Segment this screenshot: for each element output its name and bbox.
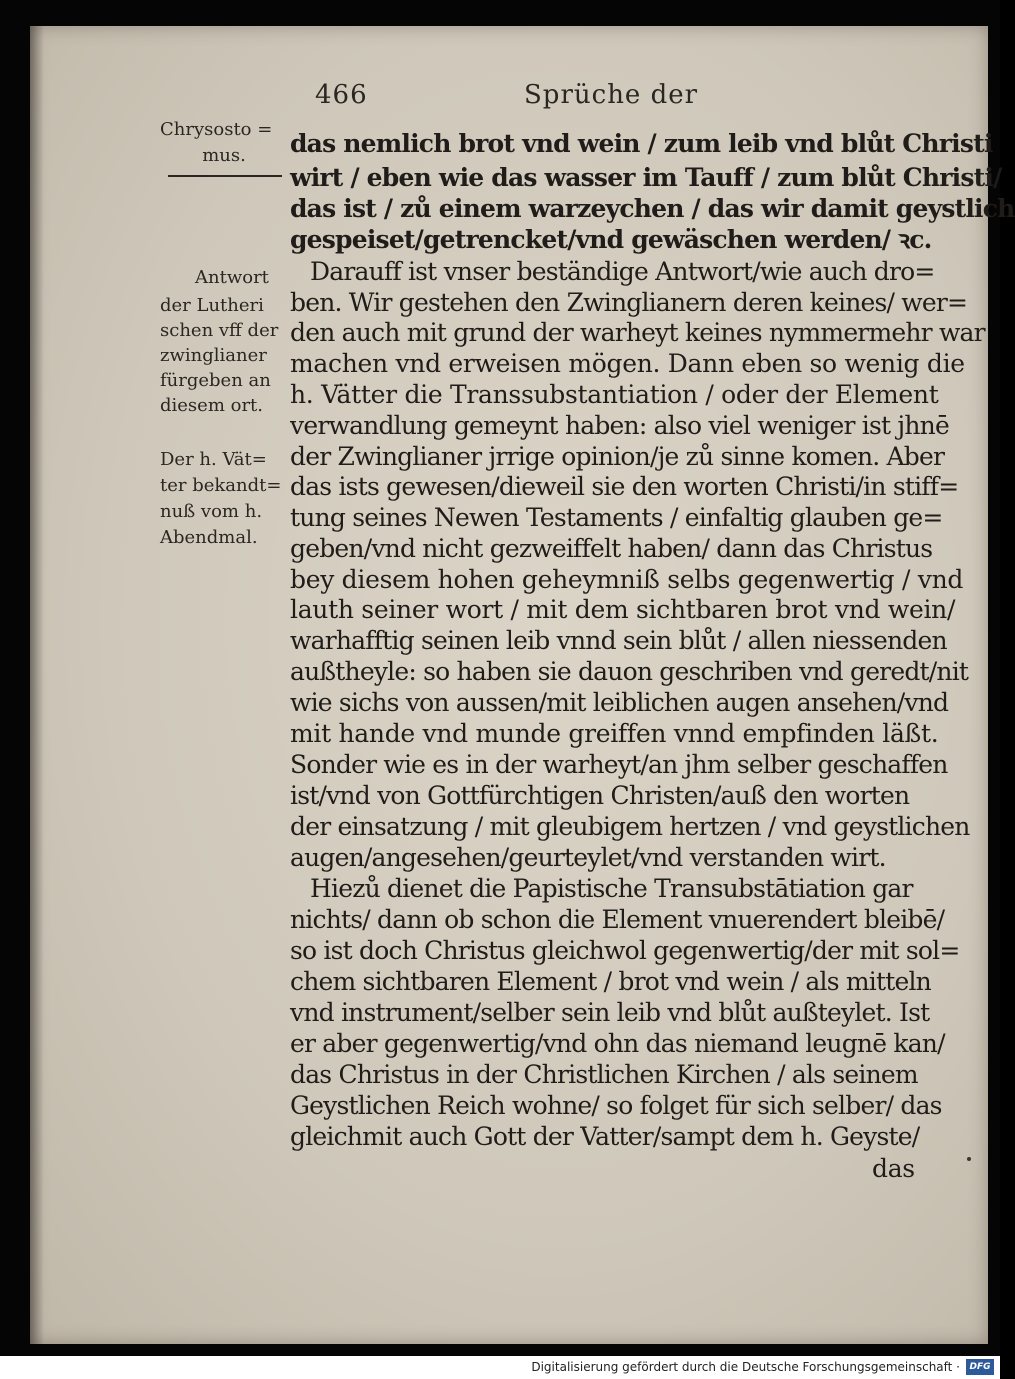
page-number: 466	[315, 80, 368, 110]
text-line-14: geben/vnd nicht gezweiffelt haben/ dann das Christus	[290, 534, 933, 563]
text-line-33: gleichmit auch Gott der Vatter/sampt dem h. Geyste/	[290, 1122, 920, 1151]
text-line-7: den auch mit grund der warheyt keines nymmermehr war	[290, 318, 985, 347]
text-line-29: vnd instrument/selber sein leib vnd blůt außteylet. Ist	[290, 998, 930, 1027]
margin-note-bekandtnuss-line-4: Abendmal.	[160, 527, 258, 548]
margin-note-antwort-line-6: diesem ort.	[160, 395, 264, 416]
text-line-13: tung seines Newen Testaments / einfaltig glauben ge=	[290, 503, 943, 532]
text-line-23: der einsatzung / mit gleubigem hertzen / vnd geystlichen	[290, 812, 970, 841]
margin-note-bekandtnuss-line-1: Der h. Vät=	[160, 449, 267, 470]
footer-bar	[0, 1356, 1000, 1379]
text-line-4: gespeiset/getrencket/vnd gewäschen werden/ ꝛc.	[290, 225, 932, 254]
text-line-9: h. Vätter die Transsubstantiation / oder der Element	[290, 380, 939, 409]
text-line-31: das Christus in der Christlichen Kirchen / als seinem	[290, 1060, 918, 1089]
text-line-21: Sonder wie es in der warheyt/an jhm selber geschaffen	[290, 750, 948, 779]
text-line-28: chem sichtbaren Element / brot vnd wein / als mitteln	[290, 967, 931, 996]
margin-note-antwort-line-5: fürgeben an	[160, 370, 271, 391]
text-line-30: er aber gegenwertig/vnd ohn das niemand leugnē kan/	[290, 1029, 945, 1058]
text-line-19: wie sichs von aussen/mit leiblichen augen ansehen/vnd	[290, 688, 949, 717]
text-line-15: bey diesem hohen geheymniß selbs gegenwertig / vnd	[290, 565, 964, 594]
text-line-6: ben. Wir gestehen den Zwinglianern deren keines/ wer=	[290, 288, 968, 317]
margin-note-antwort-line-4: zwinglianer	[160, 345, 267, 366]
margin-rule	[168, 175, 282, 177]
text-line-25: Hiezů dienet die Papistische Transubstātiation gar	[310, 874, 913, 903]
margin-note-chrysostomus-line-2: mus.	[202, 145, 246, 166]
text-line-22: ist/vnd von Gottfürchtigen Christen/auß den worten	[290, 781, 910, 810]
binding-shadow	[30, 26, 44, 1344]
text-line-32: Geystlichen Reich wohne/ so folget für sich selber/ das	[290, 1091, 942, 1120]
margin-note-antwort-line-3: schen vff der	[160, 320, 279, 341]
text-line-24: augen/angesehen/geurteylet/vnd verstanden wirt.	[290, 843, 886, 872]
text-line-5: Darauff ist vnser beständige Antwort/wie auch dro=	[310, 257, 935, 286]
text-line-12: das ists gewesen/dieweil sie den worten Christi/in stiff=	[290, 472, 959, 501]
margin-note-chrysostomus-line-1: Chrysosto =	[160, 119, 273, 140]
text-line-1: das nemlich brot vnd wein / zum leib vnd blůt Christi	[290, 129, 993, 158]
paper-speck	[967, 1157, 971, 1161]
text-line-27: so ist doch Christus gleichwol gegenwertig/der mit sol=	[290, 936, 960, 965]
margin-note-bekandtnuss-line-2: ter bekandt=	[160, 475, 282, 496]
text-line-20: mit hande vnd munde greiffen vnnd empfinden läßt.	[290, 719, 939, 748]
catchword: das	[872, 1154, 915, 1183]
text-line-26: nichts/ dann ob schon die Element vnuerendert bleibē/	[290, 905, 945, 934]
text-line-2: wirt / eben wie das wasser im Tauff / zum blůt Christi/	[290, 163, 1002, 192]
text-line-18: außtheyle: so haben sie dauon geschriben vnd geredt/nit	[290, 657, 969, 686]
margin-note-antwort-line-2: der Lutheri	[160, 295, 264, 316]
text-line-11: der Zwinglianer jrrige opinion/je zů sinne komen. Aber	[290, 442, 945, 471]
text-line-8: machen vnd erweisen mögen. Dann eben so wenig die	[290, 349, 965, 378]
text-line-10: verwandlung gemeynt haben: also viel weniger ist jhnē	[290, 411, 949, 440]
text-line-3: das ist / zů einem warzeychen / das wir damit geystlich	[290, 194, 1015, 223]
footer-credit: Digitalisierung gefördert durch die Deutsche Forschungsgemeinschaft ·	[531, 1360, 960, 1374]
dfg-logo-icon: DFG	[966, 1359, 994, 1375]
text-line-16: lauth seiner wort / mit dem sichtbaren brot vnd wein/	[290, 595, 956, 624]
text-line-17: warhafftig seinen leib vnnd sein blůt / allen niessenden	[290, 626, 947, 655]
margin-note-antwort-line-1: Antwort	[195, 267, 269, 288]
margin-note-bekandtnuss-line-3: nuß vom h.	[160, 501, 263, 522]
running-title: Sprüche der	[524, 80, 699, 110]
